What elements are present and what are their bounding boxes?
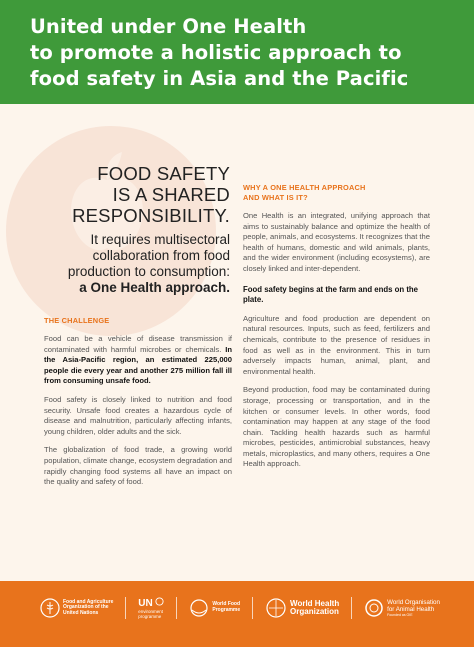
challenge-paragraph-3: The globalization of food trade, a growing world population, climate change, ecosystem degradation and rapidly changing food systems all have an impact on the quality and safety of food. (44, 445, 232, 487)
divider (176, 597, 177, 619)
lead-statement (40, 163, 230, 296)
challenge-paragraph-1: Food can be a vehicle of disease transmission if contaminated with harmful microbes or chemicals. In the Asia-Pacific region, an estimated 225,000 people die every year and another 275 million fall ill from consuming unsafe food. (44, 334, 232, 386)
why-paragraph-2: Agriculture and food production are dependent on natural resources. Inputs, such as feed, fertilizers and chemicals, contribute to the presence of residues in food as well as in the environment. This in turn adversely impacts human, animal, plant, and environmental health. (243, 313, 430, 376)
lead-line-1: FOOD SAFETY (97, 163, 230, 184)
fao-emblem-icon (40, 598, 60, 618)
lead-line-2: IS A SHARED (112, 184, 230, 205)
why-title: WHY A ONE HEALTH APPROACH AND WHAT IS IT? (243, 183, 366, 202)
woah-emblem-icon (364, 598, 384, 618)
why-paragraph-1: One Health is an integrated, unifying approach that aims to sustainably balance and optimize the health of people, animals, and ecosystems. It recognizes that the health of humans, domestic and wild animals, plants, and the wider environment (including ecosystems), are closely linked and inter-dependent. (243, 211, 430, 273)
who-logo: World Health Organization (265, 597, 339, 619)
challenge-title: THE CHALLENGE (44, 316, 110, 325)
why-section (243, 183, 430, 470)
woah-logo: World Organisation for Animal Health Founded as OIE (364, 598, 440, 618)
divider (252, 597, 253, 619)
wfp-logo: World Food Programme (189, 598, 240, 618)
lead-sub: It requires multisectoral collaboration from food production to consumption: a One Health approach. (67, 232, 230, 295)
who-emblem-icon (265, 597, 287, 619)
unep-logo: UN environment programme (138, 598, 164, 619)
un-emblem-icon (155, 597, 164, 606)
divider (125, 597, 126, 619)
header-banner (0, 0, 474, 104)
divider (351, 597, 352, 619)
fao-logo: Food and Agriculture Organization of the United Nations (40, 598, 113, 618)
lead-line-3: RESPONSIBILITY. (72, 205, 230, 226)
partner-logos (40, 595, 440, 621)
challenge-paragraph-2: Food safety is closely linked to nutrition and food security. Unsafe food creates a hazardous cycle of disease and malnutrition, particularly affecting infants, young children, older adults and the sick. (44, 394, 232, 436)
wfp-emblem-icon (189, 598, 209, 618)
why-bold-statement: Food safety begins at the farm and ends on the plate. (243, 284, 419, 305)
page-title: United under One Health to promote a holistic approach to food safety in Asia and the Pacific (30, 15, 409, 90)
challenge-section (44, 316, 232, 488)
why-paragraph-3: Beyond production, food may be contaminated during storage, processing or transportation, and in the kitchen or consumer levels. In other words, food contamination may happen at any stage of the food chain. Tackling health hazards such as harmful microbes, pesticides, antimicrobial substances, heavy metals, microplastics, and many others, requires a One Health approach. (243, 385, 430, 469)
